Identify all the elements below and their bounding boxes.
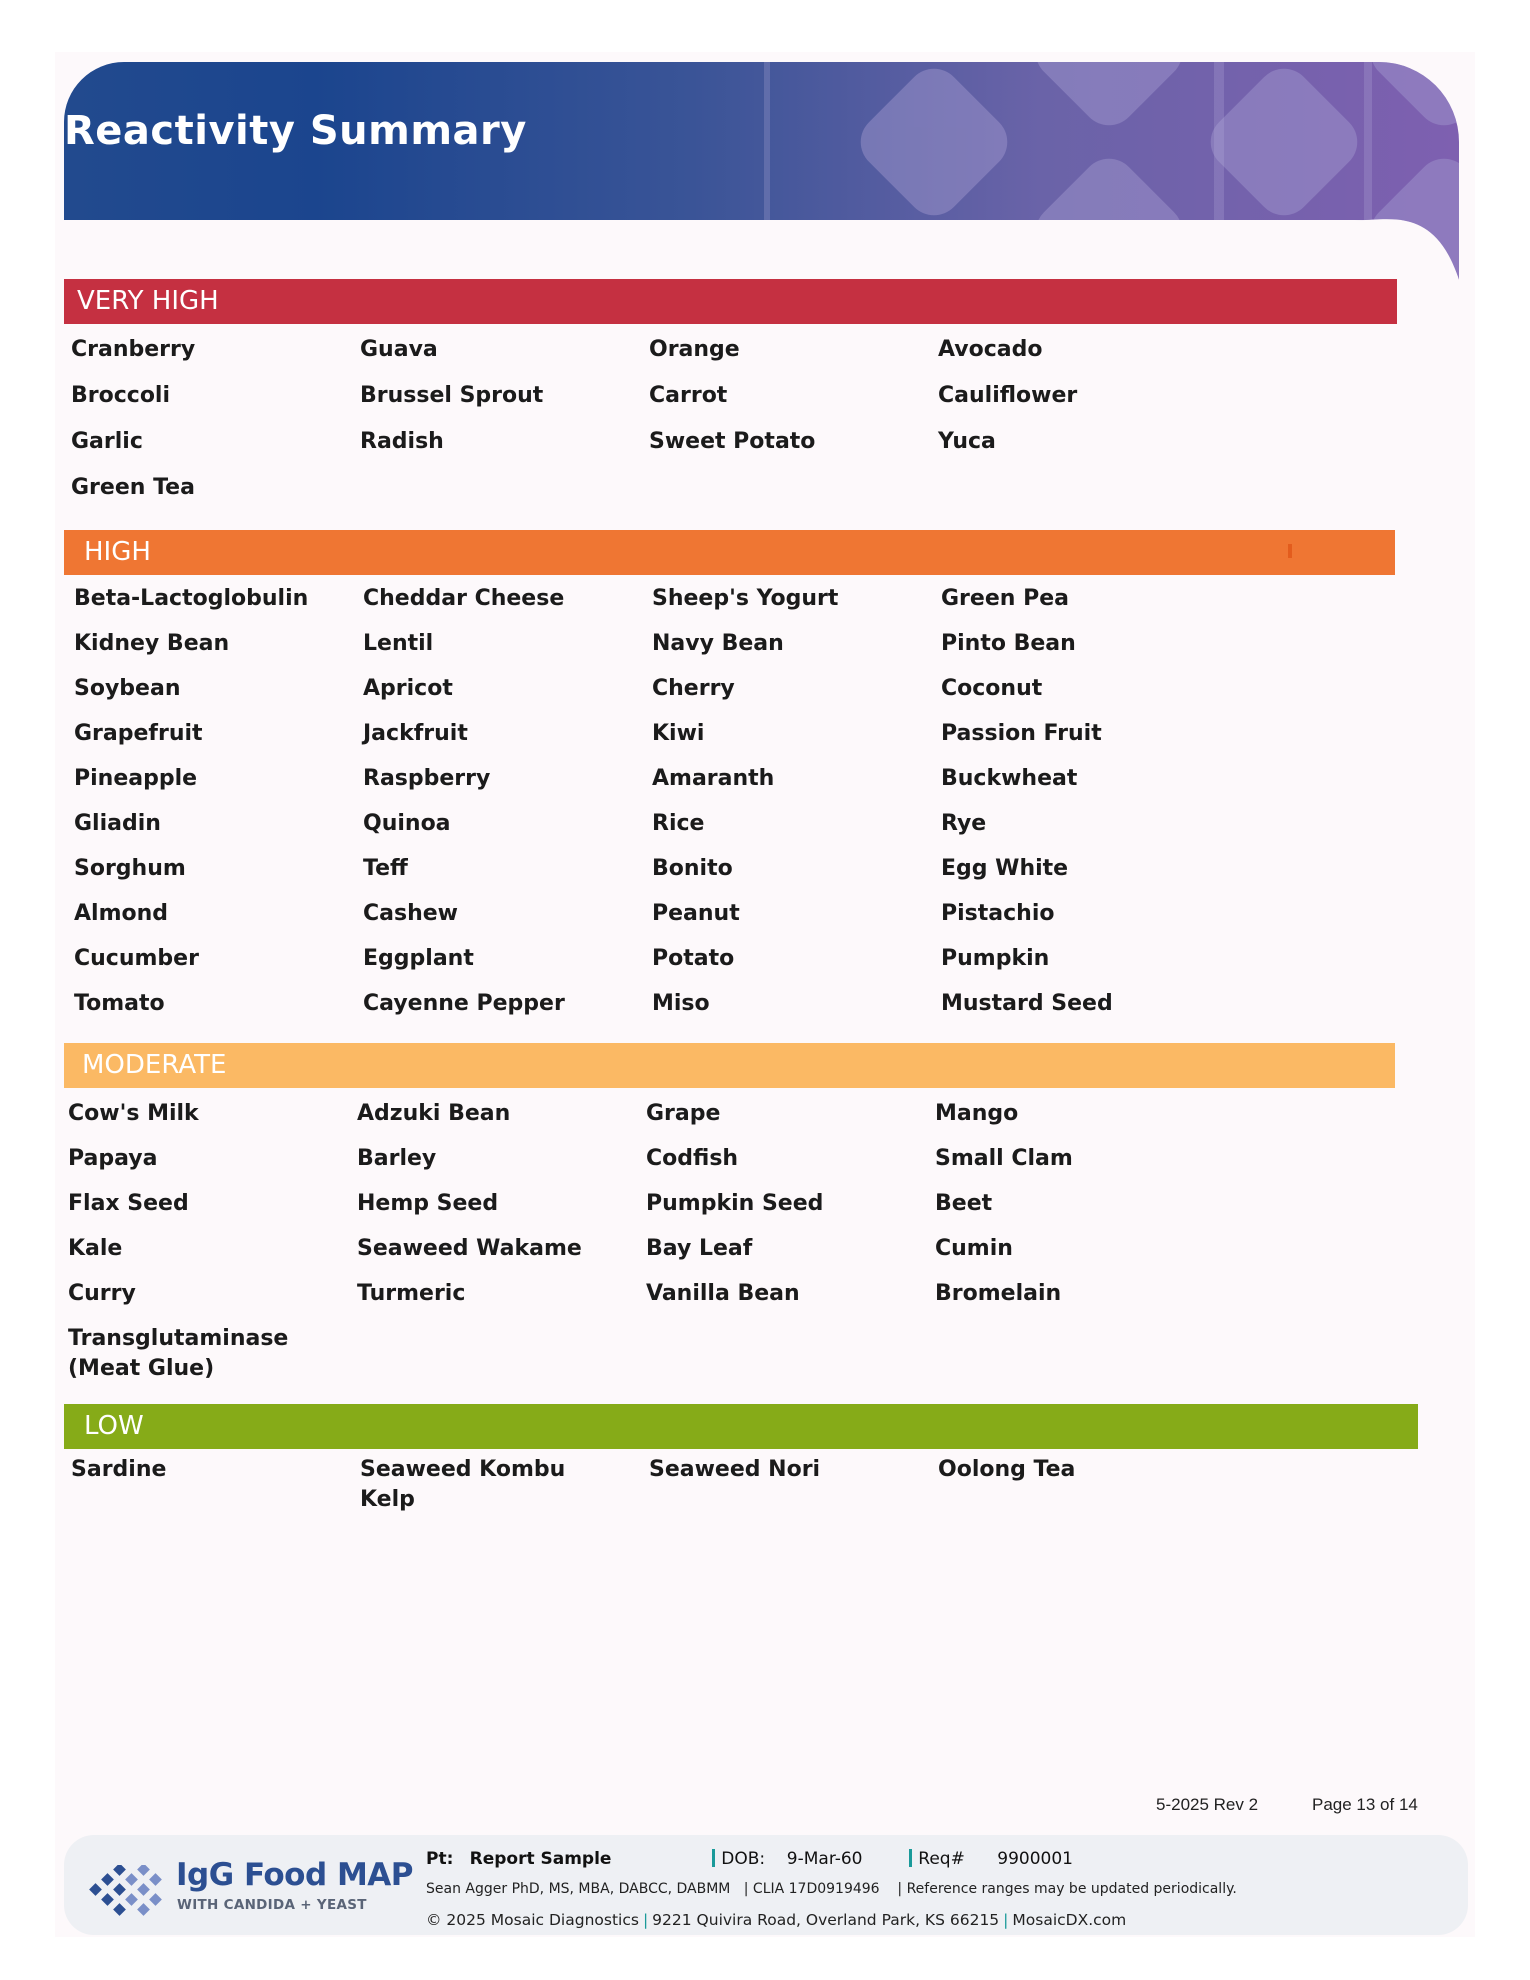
- food-item: Curry: [68, 1281, 136, 1306]
- food-item: Egg White: [941, 856, 1069, 881]
- food-item: Raspberry: [363, 766, 491, 791]
- food-item: Peanut: [652, 901, 740, 926]
- food-item: Flax Seed: [68, 1191, 189, 1216]
- food-item: Cheddar Cheese: [363, 586, 565, 611]
- food-item: Guava: [360, 337, 438, 362]
- food-item: Apricot: [363, 676, 453, 701]
- food-item-continued: (Meat Glue): [68, 1356, 215, 1381]
- food-item: Transglutaminase: [68, 1326, 289, 1351]
- clia-number: | CLIA 17D0919496: [743, 1881, 880, 1897]
- food-item: Cherry: [652, 676, 735, 701]
- food-item: Beet: [935, 1191, 993, 1216]
- food-item: Vanilla Bean: [646, 1281, 800, 1306]
- section-header-very-high: VERY HIGH: [64, 279, 1397, 324]
- food-item: Passion Fruit: [941, 721, 1102, 746]
- food-item: Seaweed Kombu: [360, 1457, 566, 1482]
- separator: [909, 1849, 912, 1867]
- page-frame: [55, 52, 1475, 1937]
- food-item: Barley: [357, 1146, 437, 1171]
- food-item: Almond: [74, 901, 169, 926]
- food-item: Navy Bean: [652, 631, 784, 656]
- food-item: Cauliflower: [938, 383, 1078, 408]
- section-header-low: LOW: [64, 1404, 1418, 1449]
- food-item: Lentil: [363, 631, 434, 656]
- food-item: Turmeric: [357, 1281, 466, 1306]
- food-item: Rye: [941, 811, 987, 836]
- food-item: Kidney Bean: [74, 631, 230, 656]
- food-item: Jackfruit: [363, 721, 468, 746]
- food-item: Hemp Seed: [357, 1191, 499, 1216]
- food-item: Seaweed Nori: [649, 1457, 821, 1482]
- food-item: Green Tea: [71, 475, 195, 500]
- food-item: Miso: [652, 991, 710, 1016]
- food-item: Codfish: [646, 1146, 739, 1171]
- req-value: 9900001: [997, 1849, 1073, 1869]
- food-item: Cow's Milk: [68, 1101, 199, 1126]
- revision-label: 5-2025 Rev 2: [1156, 1795, 1259, 1814]
- food-item: Oolong Tea: [938, 1457, 1076, 1482]
- food-item: Rice: [652, 811, 705, 836]
- food-item: Bay Leaf: [646, 1236, 753, 1261]
- patient-info-row: [426, 1849, 1073, 1869]
- food-item: Beta-Lactoglobulin: [74, 586, 309, 611]
- section-header-moderate: MODERATE: [64, 1043, 1395, 1088]
- food-item: Cucumber: [74, 946, 199, 971]
- footer: [64, 1835, 1468, 1935]
- food-item: Kale: [68, 1236, 123, 1261]
- logo-mark-icon: [89, 1865, 169, 1917]
- lab-info-row: [426, 1881, 1237, 1897]
- section-header-high-label: HIGH: [84, 537, 151, 567]
- food-item: Cayenne Pepper: [363, 991, 565, 1016]
- dob-label: DOB:: [721, 1849, 766, 1869]
- food-item: Adzuki Bean: [357, 1101, 511, 1126]
- patient-name: Report Sample: [469, 1849, 612, 1869]
- food-item: Kiwi: [652, 721, 705, 746]
- food-item: Seaweed Wakame: [357, 1236, 582, 1261]
- company-address: 9221 Quivira Road, Overland Park, KS 66215: [652, 1911, 1000, 1929]
- food-item: Amaranth: [652, 766, 775, 791]
- logo-subtitle: WITH CANDIDA + YEAST: [177, 1897, 367, 1913]
- food-item: Potato: [652, 946, 735, 971]
- food-item: Avocado: [938, 337, 1043, 362]
- food-item: Pumpkin: [941, 946, 1050, 971]
- food-item: Bromelain: [935, 1281, 1062, 1306]
- food-item: Grape: [646, 1101, 721, 1126]
- food-item: Broccoli: [71, 383, 171, 408]
- company-info-row: © 2025 Mosaic Diagnostics | 9221 Quivira Road, Overland Park, KS 66215 | MosaicDX.com: [426, 1911, 1127, 1929]
- req-label: Req#: [918, 1849, 965, 1869]
- copyright: © 2025 Mosaic Diagnostics: [426, 1911, 639, 1929]
- food-item: Cashew: [363, 901, 458, 926]
- food-item: Sardine: [71, 1457, 167, 1482]
- company-website-link[interactable]: MosaicDX.com: [1012, 1911, 1127, 1929]
- lab-director: Sean Agger PhD, MS, MBA, DABCC, DABMM: [426, 1881, 731, 1897]
- food-item: Garlic: [71, 429, 143, 454]
- food-item: Yuca: [938, 429, 996, 454]
- food-item: Coconut: [941, 676, 1043, 701]
- food-item: Pinto Bean: [941, 631, 1076, 656]
- food-item: Soybean: [74, 676, 181, 701]
- food-item: Orange: [649, 337, 740, 362]
- food-item: Papaya: [68, 1146, 158, 1171]
- banner-graphic: [64, 62, 1459, 280]
- food-item: Radish: [360, 429, 444, 454]
- food-item-continued: Kelp: [360, 1487, 415, 1512]
- food-item: Tomato: [74, 991, 165, 1016]
- food-item: Eggplant: [363, 946, 474, 971]
- food-item: Mango: [935, 1101, 1019, 1126]
- food-item: Bonito: [652, 856, 733, 881]
- food-item: Quinoa: [363, 811, 451, 836]
- food-item: Brussel Sprout: [360, 383, 544, 408]
- food-item: Sheep's Yogurt: [652, 586, 839, 611]
- separator: [712, 1849, 715, 1867]
- food-item: Teff: [363, 856, 408, 881]
- dob-value: 9-Mar-60: [786, 1849, 863, 1869]
- logo-title: IgG Food MAP: [176, 1857, 414, 1893]
- food-item: Buckwheat: [941, 766, 1078, 791]
- food-item: Pumpkin Seed: [646, 1191, 824, 1216]
- food-item: Sorghum: [74, 856, 186, 881]
- food-item: Cranberry: [71, 337, 196, 362]
- food-item: Grapefruit: [74, 721, 203, 746]
- page-number: Page 13 of 14: [1312, 1795, 1418, 1814]
- food-item: Gliadin: [74, 811, 161, 836]
- food-item: Cumin: [935, 1236, 1013, 1261]
- header-banner: [64, 62, 1459, 280]
- food-item: Sweet Potato: [649, 429, 816, 454]
- marker-tick: [1288, 544, 1292, 558]
- food-item: Carrot: [649, 383, 728, 408]
- food-item: Pistachio: [941, 901, 1055, 926]
- section-header-high: [64, 530, 1395, 575]
- food-item: Small Clam: [935, 1146, 1073, 1171]
- patient-label: Pt:: [426, 1849, 454, 1869]
- reference-note: | Reference ranges may be updated periodically.: [897, 1881, 1237, 1897]
- page-title: Reactivity Summary: [64, 108, 527, 154]
- food-item: Mustard Seed: [941, 991, 1113, 1016]
- food-item: Green Pea: [941, 586, 1069, 611]
- food-item: Pineapple: [74, 766, 198, 791]
